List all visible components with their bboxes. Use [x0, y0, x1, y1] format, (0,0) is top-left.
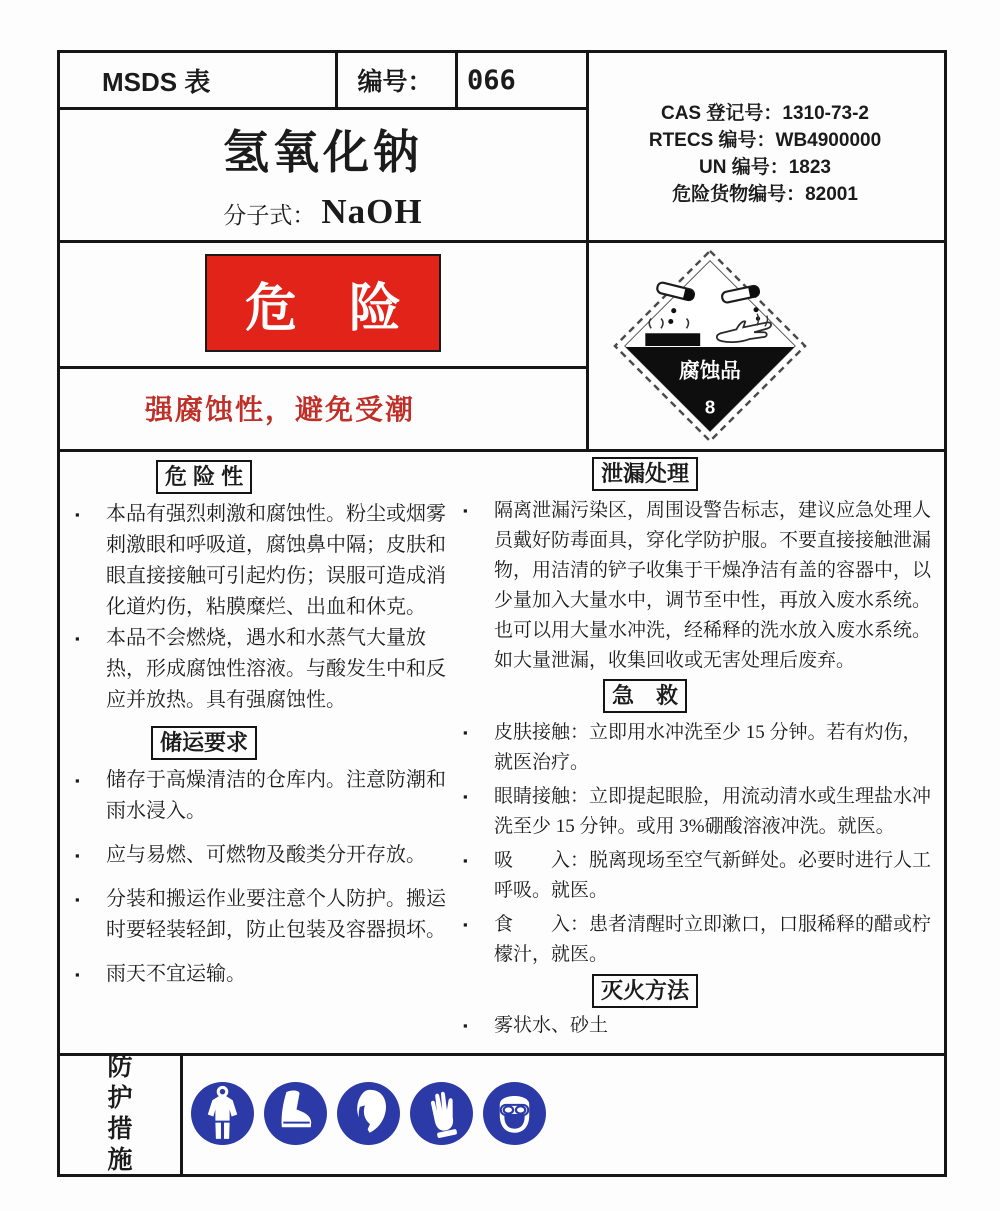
rtecs-number: RTECS 编号：WB4900000	[648, 129, 882, 151]
msds-sheet	[57, 50, 947, 1177]
chemical-name-cell	[60, 107, 586, 240]
protection-label-cell	[60, 1053, 180, 1174]
protection-label: 防护措施	[107, 1052, 133, 1174]
list-item	[456, 846, 938, 906]
bullet-icon: ▪	[75, 848, 80, 863]
left-column	[68, 457, 452, 1003]
first-aid-item-inhale: 吸 入：脱离现场至空气新鲜处。必要时进行人工呼吸。就医。	[494, 850, 932, 901]
first-aid-item-eyes: 眼睛接触：立即提起眼脸，用流动清水或生理盐水冲洗至少 15 分钟。或用 3%硼酸溶液冲洗。就医。	[494, 786, 932, 837]
section-title-row	[456, 679, 938, 713]
formula-line	[223, 192, 422, 232]
bullet-icon: ▪	[463, 917, 468, 932]
section-fire	[456, 974, 938, 1041]
list-item	[68, 884, 452, 946]
form-title: MSDS 表	[102, 66, 211, 97]
section-leakage	[456, 457, 938, 676]
list-item	[68, 623, 452, 716]
safety-goggles-icon	[482, 1081, 547, 1146]
hazard-class-number: 8	[704, 396, 716, 418]
list-item	[456, 782, 938, 842]
bullet-icon: ▪	[463, 725, 468, 740]
safety-boots-icon	[263, 1081, 328, 1146]
bullet-icon: ▪	[75, 773, 80, 788]
section-title: 急 救	[603, 679, 687, 713]
formula-value: NaOH	[321, 191, 423, 231]
dangerous-goods-number: 危险货物编号：82001	[672, 183, 858, 205]
section-title: 储运要求	[151, 726, 257, 760]
section-title-row	[68, 460, 452, 494]
storage-item: 储存于高燥清洁的仓库内。注意防潮和雨水浸入。	[106, 769, 446, 822]
section-title: 危 险 性	[156, 460, 252, 494]
storage-item: 应与易燃、可燃物及酸类分开存放。	[106, 844, 426, 866]
section-storage	[68, 726, 452, 990]
hazard-class-name: 腐蚀品	[679, 359, 741, 383]
section-title-row	[68, 726, 452, 760]
section-title: 泄漏处理	[592, 457, 698, 491]
right-column	[456, 454, 938, 1041]
list-item	[456, 1011, 938, 1041]
bullet-icon: ▪	[75, 892, 80, 907]
storage-item: 雨天不宜运输。	[106, 963, 246, 985]
bullet-icon: ▪	[75, 631, 80, 646]
list-item	[456, 496, 938, 676]
hazard-label-cell	[586, 240, 944, 449]
cas-number: CAS 登记号：1310-73-2	[660, 102, 870, 124]
corrosive-diamond-icon	[612, 248, 808, 444]
hazard-item: 本品有强烈刺激和腐蚀性。粉尘或烟雾刺激眼和呼吸道，腐蚀鼻中隔；皮肤和眼直接接触可引起灼伤；误服可造成消化道灼伤，粘膜糜烂、出血和休克。	[106, 503, 446, 618]
formula-label: 分子式：	[223, 202, 316, 228]
leakage-item: 隔离泄漏污染区，周围设警告标志，建议应急处理人员戴好防毒面具，穿化学防护服。不要直接接触泄漏物，用洁清的铲子收集于干燥净洁有盖的容器中，以少量加入大量水中，调节至中性，再放入废水系统。也可以用大量水冲洗，经稀释的洗水放入废水系统。如大量泄漏，收集回收或无害处理后废弃。	[494, 500, 932, 671]
bullet-icon: ▪	[75, 967, 80, 982]
head-protection-icon	[336, 1081, 401, 1146]
protective-suit-icon	[190, 1081, 255, 1146]
protective-gloves-icon	[409, 1081, 474, 1146]
list-item	[68, 499, 452, 623]
content-area	[60, 449, 944, 1053]
list-item	[68, 959, 452, 990]
danger-signal-word: 危 险	[205, 254, 441, 352]
number-value: 066	[467, 64, 516, 96]
section-hazards	[68, 460, 452, 716]
bullet-icon: ▪	[463, 853, 468, 868]
bullet-icon: ▪	[463, 1018, 468, 1033]
un-number: UN 编号：1823	[699, 156, 831, 178]
section-title-row	[456, 457, 938, 491]
section-first-aid	[456, 679, 938, 970]
list-item	[68, 765, 452, 827]
first-aid-item-skin: 皮肤接触：立即用水冲洗至少 15 分钟。若有灼伤，就医治疗。	[494, 722, 922, 773]
chemical-name: 氢氧化钠	[223, 126, 423, 178]
number-label: 编号：	[357, 68, 433, 96]
list-item	[456, 910, 938, 970]
registry-numbers	[586, 53, 944, 240]
list-item	[456, 718, 938, 778]
bullet-icon: ▪	[75, 507, 80, 522]
bullet-icon: ▪	[463, 789, 468, 804]
danger-banner-cell	[60, 240, 586, 366]
protection-icons	[180, 1053, 944, 1174]
section-title: 灭火方法	[592, 974, 698, 1008]
bullet-icon: ▪	[463, 503, 468, 518]
first-aid-item-ingest: 食 入：患者清醒时立即漱口，口服稀释的醋或柠檬汁，就医。	[494, 914, 932, 965]
hazard-statement: 强腐蚀性，避免受潮	[145, 394, 416, 426]
list-item	[68, 840, 452, 871]
storage-item: 分装和搬运作业要注意个人防护。搬运时要轻装轻卸，防止包装及容器损坏。	[106, 888, 446, 941]
hazard-item: 本品不会燃烧，遇水和水蒸气大量放热，形成腐蚀性溶液。与酸发生中和反应并放热。具有强腐蚀性。	[106, 627, 446, 711]
fire-item: 雾状水、砂土	[494, 1015, 609, 1036]
section-title-row	[456, 974, 938, 1008]
